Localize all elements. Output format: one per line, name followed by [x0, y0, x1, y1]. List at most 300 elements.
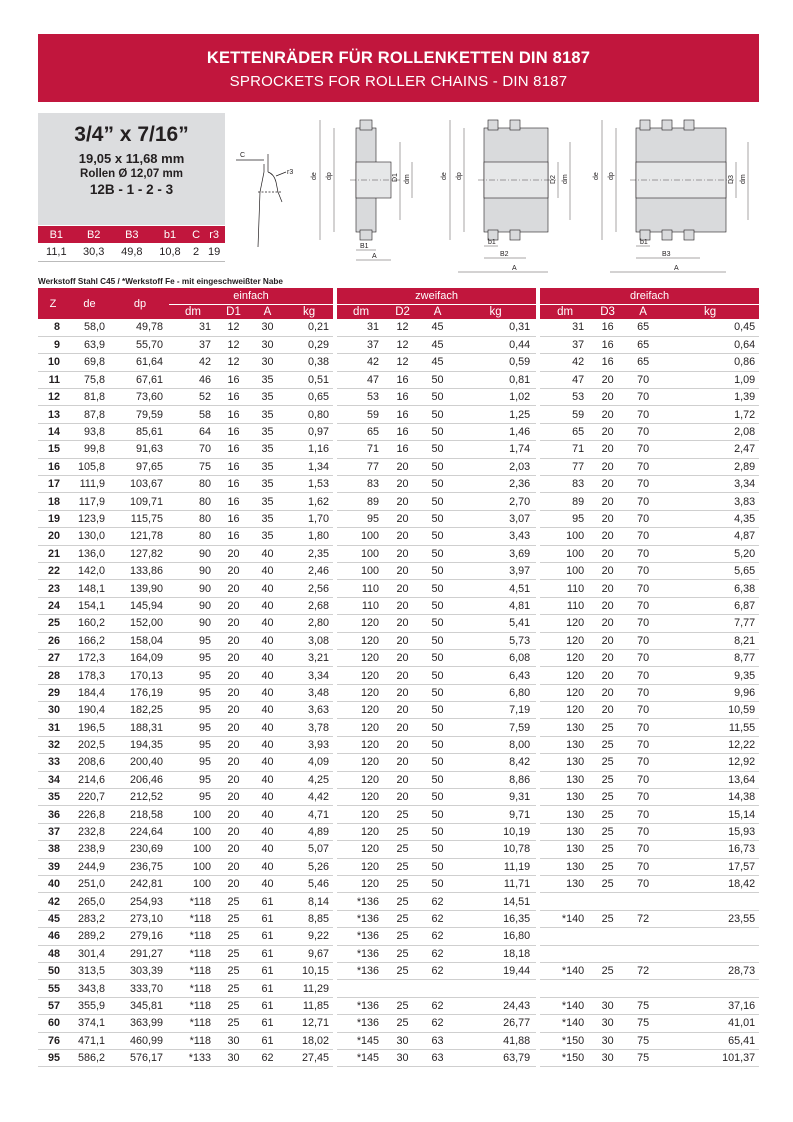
- cell-triple-a: 70: [625, 684, 661, 701]
- cell-single-dm: 100: [169, 823, 217, 840]
- cell-single-d1: 25: [217, 928, 250, 945]
- cell-single-kg: 3,48: [285, 684, 333, 701]
- cell-single-d1: 20: [217, 649, 250, 666]
- cell-double-dm: 120: [337, 702, 385, 719]
- cell-triple-d3: 25: [590, 719, 625, 736]
- cell-double-d2: 20: [385, 528, 420, 545]
- cell-triple-dm: 100: [540, 562, 590, 579]
- cell-triple-d3: 20: [590, 441, 625, 458]
- cell-dp: 363,99: [111, 1015, 169, 1032]
- cell-single-kg: 3,21: [285, 649, 333, 666]
- label-b3: B3: [662, 251, 671, 258]
- dimension-table: [38, 226, 225, 262]
- cell-dp: 576,17: [111, 1049, 169, 1066]
- table-row: [38, 1032, 759, 1049]
- cell-de: 123,9: [68, 510, 111, 527]
- cell-double-dm: 100: [337, 562, 385, 579]
- label-dm-2: dm: [562, 174, 569, 184]
- cell-triple-a: 70: [625, 545, 661, 562]
- cell-single-d1: 25: [217, 893, 250, 910]
- cell-z: 34: [38, 771, 68, 788]
- cell-triple-kg: 12,22: [661, 736, 759, 753]
- cell-double-dm: *145: [337, 1049, 385, 1066]
- cell-single-dm: 100: [169, 876, 217, 893]
- cell-triple-a: 70: [625, 580, 661, 597]
- cell-triple-a: [625, 893, 661, 910]
- material-note: Werkstoff Stahl C45 / *Werkstoff Fe - mit eingeschweißter Nabe: [38, 277, 283, 286]
- cell-single-a: 40: [250, 580, 285, 597]
- table-row: [38, 493, 759, 510]
- cell-triple-d3: 20: [590, 632, 625, 649]
- column-header-dm: dm: [169, 304, 217, 319]
- cell-de: 148,1: [68, 580, 111, 597]
- cell-single-kg: 11,85: [285, 997, 333, 1014]
- cell-single-kg: 12,71: [285, 1015, 333, 1032]
- column-header-kg: kg: [285, 304, 333, 319]
- cell-double-a: [420, 980, 455, 997]
- cell-triple-d3: 25: [590, 841, 625, 858]
- cell-double-d2: 16: [385, 441, 420, 458]
- cell-triple-d3: 20: [590, 528, 625, 545]
- column-header-de: de: [68, 288, 111, 319]
- cell-triple-dm: 130: [540, 754, 590, 771]
- cell-double-d2: 25: [385, 1015, 420, 1032]
- cell-single-kg: 2,35: [285, 545, 333, 562]
- cell-triple-a: 70: [625, 441, 661, 458]
- table-row: [38, 823, 759, 840]
- cell-double-a: 63: [420, 1049, 455, 1066]
- cell-single-kg: 5,46: [285, 876, 333, 893]
- cell-single-d1: 20: [217, 789, 250, 806]
- cell-z: 24: [38, 597, 68, 614]
- cell-double-dm: 42: [337, 354, 385, 371]
- cell-single-a: 61: [250, 1032, 285, 1049]
- label-a-1: A: [372, 253, 377, 260]
- cell-single-d1: 20: [217, 736, 250, 753]
- table-row: [38, 441, 759, 458]
- cell-single-dm: *118: [169, 928, 217, 945]
- cell-triple-a: 70: [625, 423, 661, 440]
- cell-single-kg: 1,53: [285, 476, 333, 493]
- label-b1-small-2: b1: [488, 239, 496, 246]
- cell-triple-d3: 25: [590, 754, 625, 771]
- cell-double-a: 45: [420, 336, 455, 353]
- cell-triple-a: 70: [625, 771, 661, 788]
- cell-single-kg: 8,85: [285, 910, 333, 927]
- cell-double-d2: 20: [385, 545, 420, 562]
- cell-de: 301,4: [68, 945, 111, 962]
- cell-triple-d3: 25: [590, 876, 625, 893]
- cell-double-kg: 1,74: [455, 441, 536, 458]
- cell-de: 208,6: [68, 754, 111, 771]
- cell-single-dm: 95: [169, 771, 217, 788]
- cell-single-kg: 4,25: [285, 771, 333, 788]
- cell-single-d1: 20: [217, 876, 250, 893]
- cell-z: 76: [38, 1032, 68, 1049]
- chain-spec-box: [38, 113, 225, 225]
- table-row: [38, 406, 759, 423]
- cell-single-d1: 20: [217, 702, 250, 719]
- cell-z: 10: [38, 354, 68, 371]
- cell-single-dm: 95: [169, 789, 217, 806]
- cell-triple-dm: 83: [540, 476, 590, 493]
- cell-double-d2: 20: [385, 510, 420, 527]
- cell-double-a: 50: [420, 476, 455, 493]
- dimension-value-row: [38, 243, 225, 261]
- cell-triple-kg: [661, 980, 759, 997]
- cell-single-d1: 16: [217, 476, 250, 493]
- cell-single-dm: 31: [169, 319, 217, 336]
- cell-triple-d3: 20: [590, 406, 625, 423]
- cell-double-a: 50: [420, 597, 455, 614]
- cell-single-dm: *118: [169, 962, 217, 979]
- cell-dp: 91,63: [111, 441, 169, 458]
- cell-triple-d3: 30: [590, 1032, 625, 1049]
- cell-single-d1: 20: [217, 823, 250, 840]
- cell-single-kg: 0,80: [285, 406, 333, 423]
- table-row: [38, 719, 759, 736]
- cell-triple-dm: [540, 928, 590, 945]
- cell-double-a: 45: [420, 354, 455, 371]
- dim-value: 11,1: [38, 243, 75, 261]
- cell-double-d2: 16: [385, 423, 420, 440]
- column-header-dm: dm: [540, 304, 590, 319]
- cell-single-d1: 30: [217, 1032, 250, 1049]
- cell-double-kg: 2,36: [455, 476, 536, 493]
- cell-double-d2: 20: [385, 493, 420, 510]
- cell-single-dm: 37: [169, 336, 217, 353]
- cell-single-dm: *118: [169, 980, 217, 997]
- cell-z: 11: [38, 371, 68, 388]
- cell-single-d1: 20: [217, 545, 250, 562]
- header-banner: [38, 34, 759, 102]
- cell-triple-kg: 6,87: [661, 597, 759, 614]
- cell-double-kg: 4,81: [455, 597, 536, 614]
- cell-triple-dm: 130: [540, 736, 590, 753]
- cell-dp: 224,64: [111, 823, 169, 840]
- cell-triple-kg: 16,73: [661, 841, 759, 858]
- cell-double-dm: *136: [337, 997, 385, 1014]
- cell-double-d2: 20: [385, 632, 420, 649]
- cell-triple-a: [625, 945, 661, 962]
- cell-double-dm: 120: [337, 754, 385, 771]
- cell-triple-a: 70: [625, 406, 661, 423]
- cell-dp: 242,81: [111, 876, 169, 893]
- cell-triple-kg: 5,65: [661, 562, 759, 579]
- cell-de: 265,0: [68, 893, 111, 910]
- table-row: [38, 702, 759, 719]
- cell-double-a: 50: [420, 702, 455, 719]
- cell-dp: 164,09: [111, 649, 169, 666]
- cell-single-a: 40: [250, 876, 285, 893]
- cell-triple-a: 70: [625, 562, 661, 579]
- cell-triple-d3: 30: [590, 1015, 625, 1032]
- cell-single-d1: 16: [217, 458, 250, 475]
- cell-triple-d3: 20: [590, 545, 625, 562]
- cell-double-dm: *136: [337, 962, 385, 979]
- cell-double-kg: 24,43: [455, 997, 536, 1014]
- cell-double-a: 50: [420, 510, 455, 527]
- cell-single-kg: 1,70: [285, 510, 333, 527]
- cell-dp: 158,04: [111, 632, 169, 649]
- cell-double-dm: *136: [337, 893, 385, 910]
- cell-dp: 145,94: [111, 597, 169, 614]
- cell-double-kg: 4,51: [455, 580, 536, 597]
- cell-single-kg: 18,02: [285, 1032, 333, 1049]
- cell-single-a: 40: [250, 632, 285, 649]
- cell-de: 93,8: [68, 423, 111, 440]
- cell-double-dm: 120: [337, 649, 385, 666]
- cell-triple-kg: 1,72: [661, 406, 759, 423]
- cell-dp: 291,27: [111, 945, 169, 962]
- cell-de: 586,2: [68, 1049, 111, 1066]
- table-row: [38, 754, 759, 771]
- cell-double-dm: 110: [337, 597, 385, 614]
- cell-double-dm: 100: [337, 528, 385, 545]
- cell-triple-d3: 20: [590, 562, 625, 579]
- cell-double-a: 50: [420, 841, 455, 858]
- cell-triple-dm: 120: [540, 702, 590, 719]
- cell-double-dm: 120: [337, 858, 385, 875]
- cell-de: 75,8: [68, 371, 111, 388]
- cell-triple-d3: 30: [590, 1049, 625, 1066]
- cell-single-d1: 20: [217, 667, 250, 684]
- cell-triple-d3: 20: [590, 580, 625, 597]
- label-d2: D2: [550, 175, 557, 184]
- cell-double-dm: 120: [337, 719, 385, 736]
- cell-single-kg: 0,38: [285, 354, 333, 371]
- cell-dp: 152,00: [111, 615, 169, 632]
- cell-triple-dm: 130: [540, 806, 590, 823]
- cell-double-dm: 89: [337, 493, 385, 510]
- table-row: [38, 510, 759, 527]
- cell-single-d1: 12: [217, 336, 250, 353]
- cell-z: 55: [38, 980, 68, 997]
- cell-double-d2: 30: [385, 1049, 420, 1066]
- cell-single-dm: 100: [169, 841, 217, 858]
- column-header-kg: kg: [455, 304, 536, 319]
- cell-triple-dm: 37: [540, 336, 590, 353]
- cell-triple-d3: 20: [590, 510, 625, 527]
- cell-single-kg: 5,26: [285, 858, 333, 875]
- cell-de: 355,9: [68, 997, 111, 1014]
- cell-double-a: 50: [420, 493, 455, 510]
- cell-de: 313,5: [68, 962, 111, 979]
- cell-double-kg: 14,51: [455, 893, 536, 910]
- cell-double-d2: 25: [385, 893, 420, 910]
- cell-dp: 127,82: [111, 545, 169, 562]
- group-header-double: zweifach: [337, 288, 536, 304]
- cell-single-a: 35: [250, 441, 285, 458]
- label-b1-small-3: b1: [640, 239, 648, 246]
- cell-double-kg: 6,08: [455, 649, 536, 666]
- cell-double-kg: 2,70: [455, 493, 536, 510]
- cell-triple-kg: 9,35: [661, 667, 759, 684]
- table-row: [38, 423, 759, 440]
- cell-triple-d3: 20: [590, 667, 625, 684]
- cell-double-dm: 83: [337, 476, 385, 493]
- cell-single-d1: 16: [217, 389, 250, 406]
- table-row: [38, 789, 759, 806]
- cell-double-a: 62: [420, 962, 455, 979]
- cell-triple-kg: 8,21: [661, 632, 759, 649]
- column-header-d2: D2: [385, 304, 420, 319]
- cell-double-dm: 47: [337, 371, 385, 388]
- cell-triple-kg: 0,86: [661, 354, 759, 371]
- table-row: [38, 476, 759, 493]
- cell-double-a: 50: [420, 771, 455, 788]
- cell-double-dm: 120: [337, 789, 385, 806]
- cell-single-kg: 5,07: [285, 841, 333, 858]
- label-dp-2: dp: [456, 172, 463, 180]
- cell-double-kg: 3,43: [455, 528, 536, 545]
- cell-single-a: 35: [250, 510, 285, 527]
- cell-double-dm: 65: [337, 423, 385, 440]
- cell-double-kg: 5,73: [455, 632, 536, 649]
- cell-double-a: 50: [420, 615, 455, 632]
- cell-single-a: 40: [250, 719, 285, 736]
- cell-de: 142,0: [68, 562, 111, 579]
- cell-double-a: 50: [420, 389, 455, 406]
- cell-double-kg: 1,02: [455, 389, 536, 406]
- cell-triple-a: 70: [625, 841, 661, 858]
- cell-dp: 103,67: [111, 476, 169, 493]
- cell-dp: 67,61: [111, 371, 169, 388]
- cell-single-d1: 25: [217, 945, 250, 962]
- column-header-dp: dp: [111, 288, 169, 319]
- cell-triple-a: 70: [625, 493, 661, 510]
- cell-triple-a: 70: [625, 702, 661, 719]
- cell-z: 18: [38, 493, 68, 510]
- cell-de: 238,9: [68, 841, 111, 858]
- dim-header: C: [189, 226, 203, 243]
- cell-triple-dm: 95: [540, 510, 590, 527]
- cell-triple-a: 70: [625, 510, 661, 527]
- cell-de: 251,0: [68, 876, 111, 893]
- cell-dp: 176,19: [111, 684, 169, 701]
- cell-dp: 115,75: [111, 510, 169, 527]
- cell-double-a: 50: [420, 371, 455, 388]
- cell-triple-a: 70: [625, 858, 661, 875]
- cell-single-d1: 25: [217, 962, 250, 979]
- cell-triple-d3: [590, 945, 625, 962]
- cell-z: 37: [38, 823, 68, 840]
- cell-single-a: 40: [250, 823, 285, 840]
- cell-triple-kg: 3,34: [661, 476, 759, 493]
- cell-single-kg: 1,80: [285, 528, 333, 545]
- cell-double-kg: 10,19: [455, 823, 536, 840]
- cell-triple-kg: 1,09: [661, 371, 759, 388]
- cell-single-a: 40: [250, 667, 285, 684]
- cell-double-a: 50: [420, 858, 455, 875]
- table-row: [38, 962, 759, 979]
- cell-single-d1: 20: [217, 719, 250, 736]
- cell-single-a: 40: [250, 806, 285, 823]
- cell-triple-dm: *140: [540, 910, 590, 927]
- cell-z: 14: [38, 423, 68, 440]
- cell-single-a: 61: [250, 893, 285, 910]
- cell-single-d1: 30: [217, 1049, 250, 1066]
- label-dp-1: dp: [326, 172, 333, 180]
- cell-z: 16: [38, 458, 68, 475]
- cell-double-kg: 9,71: [455, 806, 536, 823]
- cell-dp: 460,99: [111, 1032, 169, 1049]
- dim-header: r3: [203, 226, 225, 243]
- cell-z: 32: [38, 736, 68, 753]
- cell-triple-a: 70: [625, 667, 661, 684]
- cell-triple-kg: 41,01: [661, 1015, 759, 1032]
- cell-triple-dm: 130: [540, 876, 590, 893]
- table-row: [38, 562, 759, 579]
- cell-de: 154,1: [68, 597, 111, 614]
- cell-triple-d3: 20: [590, 493, 625, 510]
- cell-double-kg: 8,00: [455, 736, 536, 753]
- cell-double-a: 50: [420, 632, 455, 649]
- cell-z: 9: [38, 336, 68, 353]
- cell-double-d2: 25: [385, 945, 420, 962]
- cell-single-kg: 2,80: [285, 615, 333, 632]
- cell-single-a: 62: [250, 1049, 285, 1066]
- cell-triple-d3: [590, 928, 625, 945]
- cell-double-kg: 8,86: [455, 771, 536, 788]
- cell-single-dm: 95: [169, 667, 217, 684]
- cell-triple-dm: [540, 980, 590, 997]
- cell-dp: 182,25: [111, 702, 169, 719]
- table-row: [38, 910, 759, 927]
- cell-double-d2: 25: [385, 876, 420, 893]
- cell-single-d1: 16: [217, 528, 250, 545]
- cell-de: 184,4: [68, 684, 111, 701]
- cell-double-a: 62: [420, 945, 455, 962]
- table-row: [38, 667, 759, 684]
- cell-triple-kg: 5,20: [661, 545, 759, 562]
- cell-dp: 133,86: [111, 562, 169, 579]
- cell-de: 105,8: [68, 458, 111, 475]
- cell-dp: 85,61: [111, 423, 169, 440]
- cell-triple-d3: 25: [590, 910, 625, 927]
- cell-triple-dm: 100: [540, 528, 590, 545]
- table-row: [38, 876, 759, 893]
- cell-single-dm: 42: [169, 354, 217, 371]
- cell-de: 99,8: [68, 441, 111, 458]
- cell-z: 40: [38, 876, 68, 893]
- cell-single-kg: 3,93: [285, 736, 333, 753]
- cell-double-kg: 0,44: [455, 336, 536, 353]
- cell-double-a: 50: [420, 876, 455, 893]
- cell-single-d1: 20: [217, 806, 250, 823]
- cell-double-kg: 10,78: [455, 841, 536, 858]
- cell-de: 289,2: [68, 928, 111, 945]
- column-header-a: A: [250, 304, 285, 319]
- cell-single-dm: 100: [169, 858, 217, 875]
- cell-triple-kg: 18,42: [661, 876, 759, 893]
- cell-single-kg: 0,65: [285, 389, 333, 406]
- cell-single-a: 40: [250, 841, 285, 858]
- cell-triple-kg: 2,08: [661, 423, 759, 440]
- cell-dp: 61,64: [111, 354, 169, 371]
- cell-double-dm: 120: [337, 667, 385, 684]
- table-row: [38, 528, 759, 545]
- cell-single-dm: *118: [169, 910, 217, 927]
- cell-double-kg: 6,43: [455, 667, 536, 684]
- cell-triple-kg: [661, 893, 759, 910]
- cell-single-a: 61: [250, 1015, 285, 1032]
- cell-dp: 188,31: [111, 719, 169, 736]
- cell-single-kg: 3,63: [285, 702, 333, 719]
- cell-double-d2: 25: [385, 806, 420, 823]
- cell-single-d1: 20: [217, 580, 250, 597]
- cell-double-dm: *136: [337, 910, 385, 927]
